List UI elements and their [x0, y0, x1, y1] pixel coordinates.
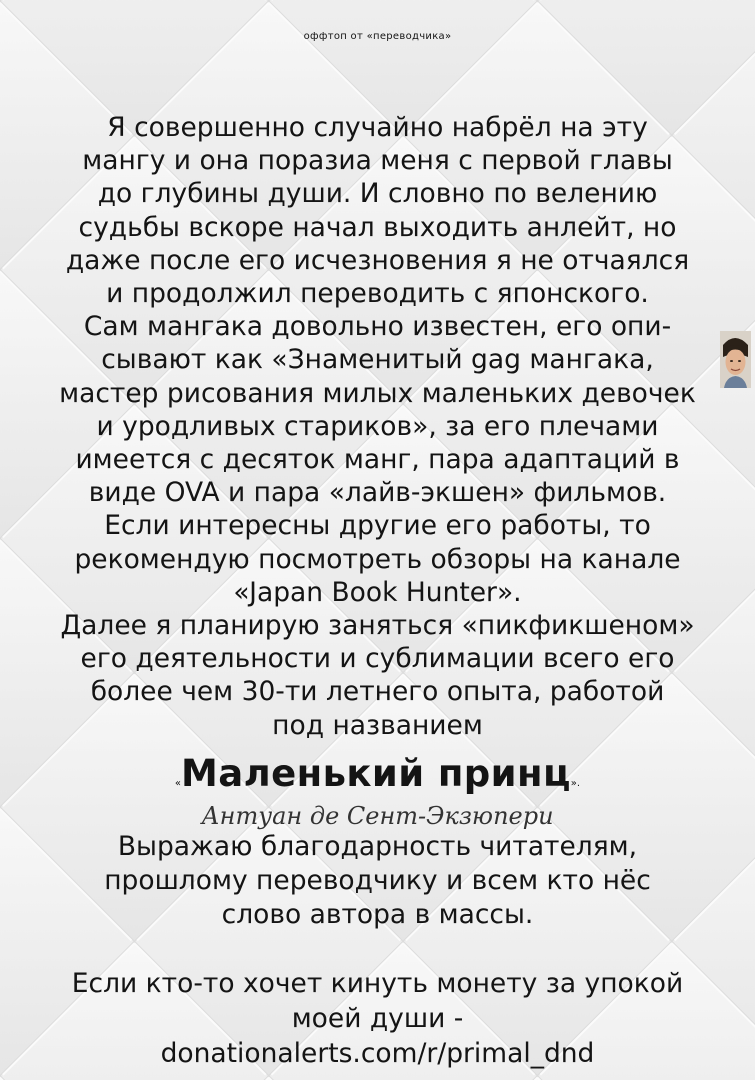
face-photo-icon	[720, 331, 751, 388]
text-line: сывают как «Знаменитый gag мангака,	[101, 344, 654, 376]
donation-link[interactable]: donationalerts.com/r/primal_dnd	[160, 1038, 595, 1069]
text-line: до глубины души. И словно по велению	[97, 178, 658, 210]
text-line: судьбы вскоре начал выходить анлейт, но	[78, 211, 677, 243]
text-line: Если интересны другие его работы, то	[104, 510, 651, 542]
text-line: под названием	[272, 709, 483, 741]
text-line: и уродливых стариков», за его плечами	[96, 410, 659, 442]
text-line: Если кто-то хочет кинуть монету за упокой	[71, 968, 684, 999]
text-line: слово автора в массы.	[221, 899, 534, 930]
donation-paragraph	[20, 966, 735, 1071]
text-line: более чем 30-ти летнего опыта, работой	[90, 676, 665, 708]
text-line: Сам мангака довольно известен, его опи-	[83, 311, 672, 343]
text-line: его деятельности и сублимации всего его	[80, 643, 675, 675]
text-line: мастер рисования милых маленьких девочек	[59, 377, 696, 409]
text-line: прошлому переводчику и всем кто нёс	[104, 865, 651, 896]
text-line: Я совершенно случайно набрёл на эту	[107, 112, 648, 143]
text-line: моей души -	[291, 1003, 464, 1034]
text-line: «Japan Book Hunter».	[233, 576, 522, 608]
page-title: оффтоп от «переводчика»	[303, 31, 452, 42]
book-open-quote: «	[174, 778, 182, 789]
text-line: виде OVA и пара «лайв-экшен» фильмов.	[88, 477, 667, 509]
text-line: и продолжил переводить с японского.	[106, 278, 649, 310]
book-author: Антуан де Сент-Экзюпери	[201, 802, 554, 830]
text-line: Выражаю благодарность читателям,	[117, 831, 638, 862]
text-line: мангу и она поразиа меня с первой главы	[82, 145, 673, 177]
text-line: рекомендую посмотреть обзоры на канале	[74, 543, 681, 575]
text-line: имеется с десяток манг, пара адаптаций в	[75, 444, 680, 476]
book-title	[0, 752, 755, 806]
book-close-quote: ».	[570, 778, 581, 789]
thanks-paragraph	[20, 830, 735, 932]
text-line: даже после его исчезновения я не отчаялся	[65, 244, 690, 276]
intro-paragraph	[20, 111, 735, 742]
book-name: Маленький принц	[181, 752, 571, 795]
text-line: Далее я планирую заняться «пикфикшеном»	[60, 610, 695, 642]
